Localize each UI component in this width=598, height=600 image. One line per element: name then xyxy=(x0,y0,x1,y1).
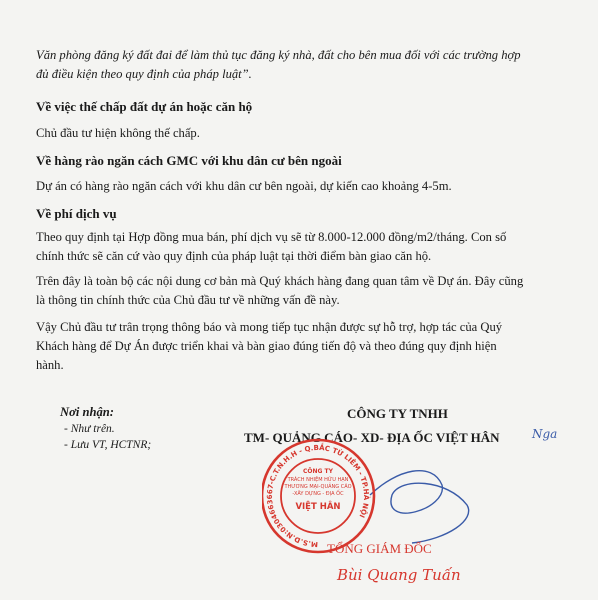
closing-paragraph-2-line-2: Khách hàng để Dự Án được triển khai và bàn giao đúng tiến độ và theo đúng quy định hiện xyxy=(36,339,497,353)
section-text-mortgage: Chủ đầu tư hiện không thế chấp. xyxy=(36,126,200,140)
pen-signature xyxy=(370,471,469,543)
initials-mark: Nga xyxy=(532,427,558,441)
closing-paragraph-1-line-1: Trên đây là toàn bộ các nội dung cơ bản mà Quý khách hàng đang quan tâm về Dự án. Đây cũng xyxy=(36,274,524,288)
company-seal xyxy=(262,440,374,552)
section-text-fee-1: Theo quy định tại Hợp đồng mua bán, phí dịch vụ sẽ từ 8.000-12.000 đồng/m2/tháng. Con số xyxy=(36,230,507,244)
recipient-item: - Như trên. xyxy=(64,423,115,435)
signer-title: TỔNG GIÁM ĐỐC xyxy=(327,541,432,556)
signer-name: Bùi Quang Tuấn xyxy=(337,566,461,584)
seal-inner-line: THƯƠNG MẠI-QUẢNG CÁO xyxy=(284,484,352,490)
intro-line-2: đủ điều kiện theo quy định của pháp luật”. xyxy=(36,67,252,81)
seal-inner-line: -XÂY DỰNG - ĐỊA ỐC xyxy=(292,491,344,497)
section-heading-fence: Về hàng rào ngăn cách GMC với khu dân cư bên ngoài xyxy=(36,153,342,168)
section-text-fee-2: chính thức sẽ căn cứ vào quy định của pháp luật tại thời điểm bàn giao căn hộ. xyxy=(36,249,432,263)
seal-inner-line: TRÁCH NHIỆM HỮU HẠN xyxy=(287,477,349,483)
recipient-item: - Lưu VT, HCTNR; xyxy=(64,439,152,451)
seal-outer-text: M.S.D.N:0304663667-C.T.N.H.H - Q.BẮC TỪ LIÊM - TP.HÀ NỘI xyxy=(265,443,371,549)
closing-paragraph-2-line-3: hành. xyxy=(36,358,64,372)
intro-line-1: Văn phòng đăng ký đất đai để làm thủ tục đăng ký nhà, đất cho bên mua đối với các trường hợp xyxy=(36,48,521,62)
seal-inner-line: CÔNG TY xyxy=(303,468,333,475)
closing-paragraph-2-line-1: Vậy Chủ đầu tư trân trọng thông báo và mong tiếp tục nhận được sự hỗ trợ, hợp tác của Quý xyxy=(36,320,503,334)
recipients-label: Nơi nhận: xyxy=(60,405,115,419)
section-heading-fee: Về phí dịch vụ xyxy=(36,206,117,221)
seal-center-name: VIỆT HÂN xyxy=(295,502,341,512)
section-text-fence: Dự án có hàng rào ngăn cách với khu dân cư bên ngoài, dự kiến cao khoảng 4-5m. xyxy=(36,179,452,193)
section-heading-mortgage: Về việc thế chấp đất dự án hoặc căn hộ xyxy=(36,99,253,114)
company-name-line-2: TM- QUẢNG CÁO- XD- ĐỊA ỐC VIỆT HÂN xyxy=(244,430,500,445)
closing-paragraph-1-line-2: là thông tin chính thức của Chủ đầu tư về những vấn đề này. xyxy=(36,293,340,307)
stamp-and-signature xyxy=(262,425,562,600)
company-name-line-1: CÔNG TY TNHH xyxy=(347,406,448,421)
